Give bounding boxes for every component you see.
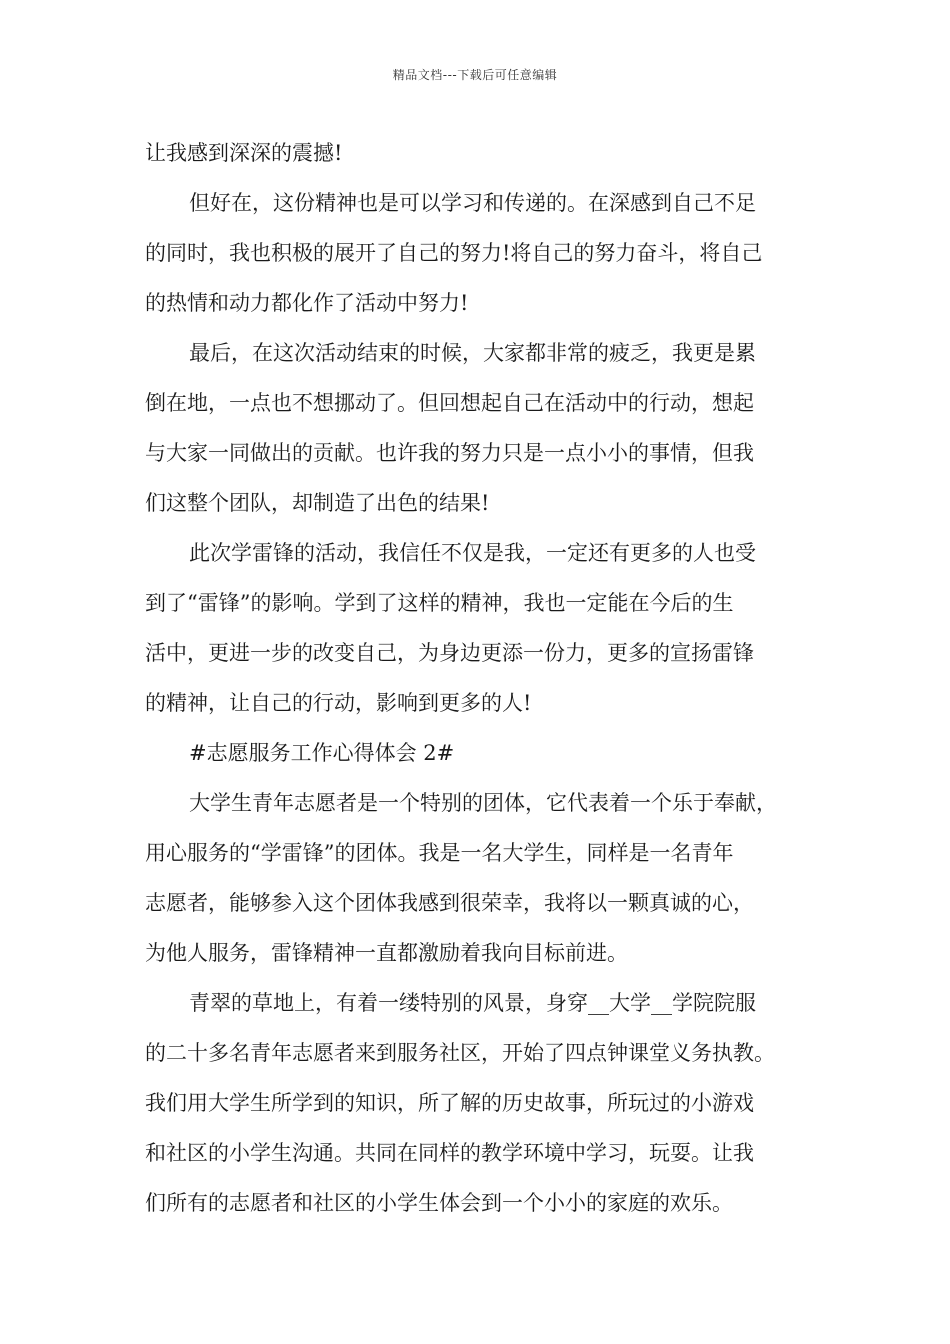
text-line: #志愿服务工作心得体会 2#: [189, 741, 455, 765]
text-line: 为他人服务，雷锋精神一直都激励着我向目标前进。: [145, 941, 628, 965]
text-line: 倒在地，一点也不想挪动了。但回想起自己在活动中的行动，想起: [145, 391, 754, 415]
text-line: 与大家一同做出的贡献。也许我的努力只是一点小小的事情，但我: [145, 441, 754, 465]
text-line: 的同时，我也积极的展开了自己的努力!将自己的努力奋斗，将自己: [145, 241, 763, 265]
text-line: 但好在，这份精神也是可以学习和传递的。在深感到自己不足: [189, 191, 756, 215]
text-line: 志愿者，能够参入这个团体我感到很荣幸，我将以一颗真诚的心，: [145, 891, 754, 915]
page-header: 精品文档---下载后可任意编辑: [392, 68, 558, 82]
text-line: 活中，更进一步的改变自己，为身边更添一份力，更多的宣扬雷锋: [145, 641, 754, 665]
text-line: 和社区的小学生沟通。共同在同样的教学环境中学习，玩耍。让我: [145, 1141, 754, 1165]
text-line: 的精神，让自己的行动，影响到更多的人!: [145, 691, 532, 715]
text-line: 的热情和动力都化作了活动中努力!: [145, 291, 469, 315]
text-line: 让我感到深深的震撼!: [145, 141, 343, 165]
text-line: 青翠的草地上，有着一缕特别的风景，身穿__大学__学院院服: [189, 991, 756, 1015]
text-line: 我们用大学生所学到的知识，所了解的历史故事，所玩过的小游戏: [145, 1091, 754, 1115]
text-line: 此次学雷锋的活动，我信任不仅是我，一定还有更多的人也受: [189, 541, 756, 565]
document-body: [145, 128, 805, 1228]
text-line: 最后，在这次活动结束的时候，大家都非常的疲乏，我更是累: [189, 341, 756, 365]
text-line: 大学生青年志愿者是一个特别的团体，它代表着一个乐于奉献，: [189, 791, 777, 815]
text-line: 用心服务的“学雷锋”的团体。我是一名大学生，同样是一名青年: [145, 841, 734, 865]
text-line: 的二十多名青年志愿者来到服务社区，开始了四点钟课堂义务执教。: [145, 1041, 775, 1065]
text-line: 们这整个团队，却制造了出色的结果!: [145, 491, 490, 515]
text-line: 们所有的志愿者和社区的小学生体会到一个小小的家庭的欢乐。: [145, 1191, 733, 1215]
text-line: 到了“雷锋”的影响。学到了这样的精神，我也一定能在今后的生: [145, 591, 734, 615]
